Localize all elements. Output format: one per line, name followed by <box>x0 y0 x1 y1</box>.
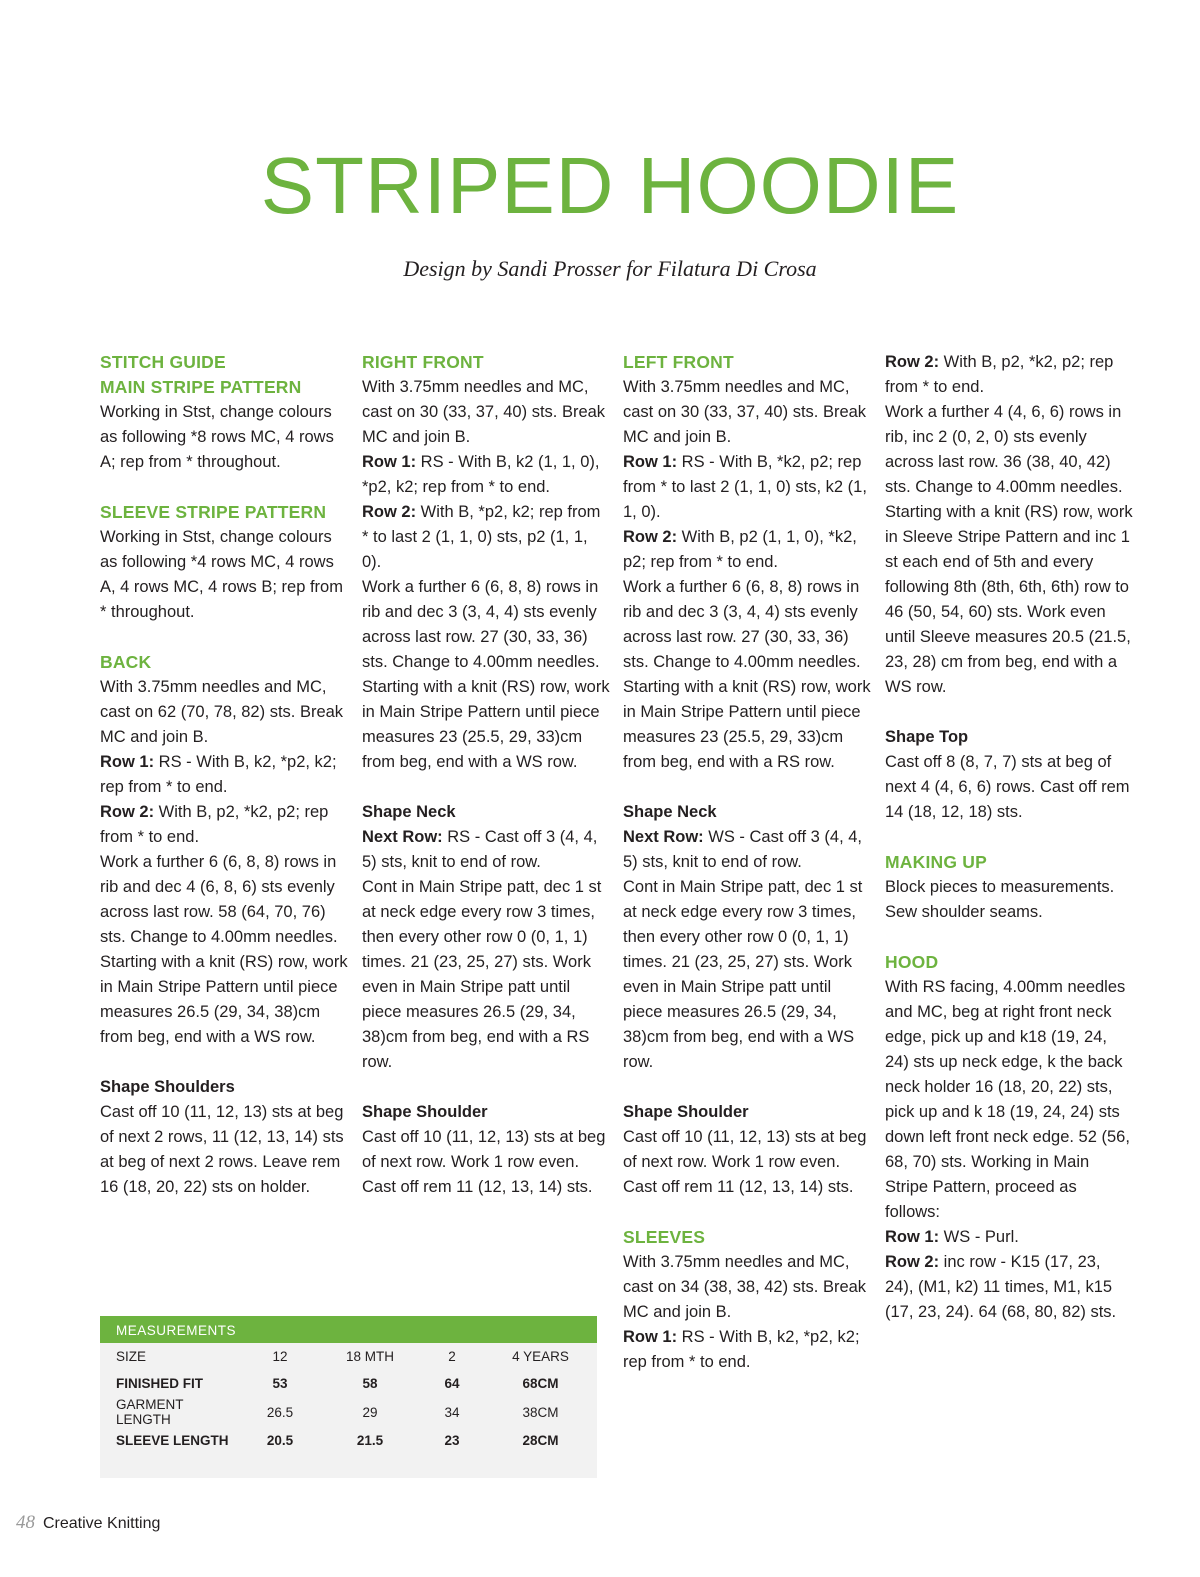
sleeves-heading: SLEEVES <box>623 1227 706 1247</box>
row-text: RS - With B, k2, *p2, k2; rep from * to end. <box>100 753 337 796</box>
row-text: WS - Cast off 3 (4, 4, 5) sts, knit to end of row. <box>623 828 863 871</box>
row-label: Row 2: <box>362 503 417 521</box>
row-label: Next Row: <box>362 828 443 846</box>
shape-shoulder-text: Cast off 10 (11, 12, 13) sts at beg of next row. Work 1 row even. Cast off rem 11 (12, 13, 14) sts. <box>623 1128 867 1196</box>
making-up-heading: MAKING UP <box>885 852 987 872</box>
measurements-heading: MEASUREMENTS <box>100 1316 597 1343</box>
table-row <box>100 1427 597 1454</box>
table-cell: 20.5 <box>266 1433 294 1448</box>
column-3 <box>623 350 871 1375</box>
right-front-cast-on: With 3.75mm needles and MC, cast on 30 (33, 37, 40) sts. Break MC and join B. <box>362 378 606 446</box>
table-cell: 12 <box>272 1349 288 1364</box>
sleeves-cast-on: With 3.75mm needles and MC, cast on 34 (38, 38, 42) sts. Break MC and join B. <box>623 1253 867 1321</box>
row-label: Row 1: <box>623 1328 678 1346</box>
designer-credit: Design by Sandi Prosser for Filatura Di Crosa <box>403 256 817 281</box>
table-cell: GARMENT LENGTH <box>116 1397 184 1427</box>
row-label: Row 1: <box>362 453 417 471</box>
right-front-row-2 <box>362 500 610 575</box>
publication-name: Creative Knitting <box>43 1515 161 1532</box>
row-text: With B, p2, *k2, p2; rep from * to end. <box>885 353 1114 396</box>
sleeves-row-2 <box>885 350 1133 400</box>
measurements-grid <box>100 1343 597 1454</box>
right-front-heading: RIGHT FRONT <box>362 352 484 372</box>
table-cell: 53 <box>272 1376 288 1391</box>
left-front-cast-on: With 3.75mm needles and MC, cast on 30 (33, 37, 40) sts. Break MC and join B. <box>623 378 867 446</box>
shape-shoulder-heading: Shape Shoulder <box>623 1103 749 1121</box>
shape-neck-next-row <box>623 825 871 875</box>
shape-top-text: Cast off 8 (8, 7, 7) sts at beg of next 4 (4, 6, 6) rows. Cast off rem 14 (18, 12, 18) sts. <box>885 753 1130 821</box>
table-cell: 64 <box>444 1376 460 1391</box>
shape-top-heading: Shape Top <box>885 728 969 746</box>
table-cell: 34 <box>444 1404 460 1420</box>
table-cell: SLEEVE LENGTH <box>116 1433 229 1448</box>
right-front-text: Work a further 6 (6, 8, 8) rows in rib and dec 3 (3, 4, 4) sts evenly across last row. 27 (30, 33, 36) sts. Change to 4.00mm needles. Starting with a knit (RS) row, work in Main Stripe Pattern until piece measures 23 (25.5, 29, 33)cm from beg, end with a WS row. <box>362 578 610 771</box>
table-cell: 18 MTH <box>345 1349 394 1364</box>
shape-neck-text: Cont in Main Stripe patt, dec 1 st at neck edge every row 3 times, then every other row 0 (0, 1, 1) times. 21 (23, 25, 27) sts. Work even in Main Stripe patt until piece measures 26.5 (29, 34, 38)cm from beg, end with a WS row. <box>623 878 863 1071</box>
shape-shoulders-text: Cast off 10 (11, 12, 13) sts at beg of next 2 rows, 11 (12, 13, 14) sts at beg of next 2 rows. Leave rem 16 (18, 20, 22) sts on holder. <box>100 1103 344 1196</box>
table-cell: 58 <box>362 1376 378 1391</box>
row-text: WS - Purl. <box>939 1228 1019 1246</box>
hood-row-1 <box>885 1225 1133 1250</box>
back-row-2 <box>100 800 348 850</box>
page-number: 48 <box>16 1512 35 1533</box>
sleeve-stripe-text: Working in Stst, change colours as following *4 rows MC, 4 rows A, 4 rows MC, 4 rows B; rep from * throughout. <box>100 528 343 621</box>
shape-shoulders-heading: Shape Shoulders <box>100 1078 235 1096</box>
row-label: Row 2: <box>623 528 678 546</box>
right-front-row-1 <box>362 450 610 500</box>
hood-text: With RS facing, 4.00mm needles and MC, beg at right front neck edge, pick up and k18 (19, 24, 24) sts up neck edge, k the back neck holder 16 (18, 20, 22) sts, pick up and k 18 (19, 24, 24) sts down left front neck edge. 52 (56, 68, 70) sts. Working in Main Stripe Pattern, proceed as follows: <box>885 978 1130 1221</box>
table-cell: FINISHED FIT <box>116 1376 203 1391</box>
sleeves-rib-text: Work a further 4 (4, 6, 6) rows in rib, inc 2 (0, 2, 0) sts evenly across last row. 36 (38, 40, 42) sts. Change to 4.00mm needles. Starting with a knit (RS) row, work in Sleeve Stripe Pattern and inc 1 st each end of 5th and every following 8th (8th, 6th, 6th) row to 46 (50, 54, 60) sts. Work even until Sleeve measures 20.5 (21.5, 23, 28) cm from beg, end with a WS row. <box>885 403 1133 696</box>
table-cell: 38CM <box>522 1404 559 1420</box>
row-label: Row 1: <box>100 753 155 771</box>
main-stripe-heading: MAIN STRIPE PATTERN <box>100 377 302 397</box>
row-text: With B, p2 (1, 1, 0), *k2, p2; rep from * to end. <box>623 528 857 571</box>
making-up-text: Block pieces to measurements. Sew shoulder seams. <box>885 878 1115 921</box>
row-label: Row 1: <box>623 453 678 471</box>
hood-row-2 <box>885 1250 1133 1325</box>
shape-neck-next-row <box>362 825 610 875</box>
row-text: inc row - K15 (17, 23, 24), (M1, k2) 11 times, M1, k15 (17, 23, 24). 64 (68, 80, 82) sts. <box>885 1253 1117 1321</box>
sleeves-row-1 <box>623 1325 871 1375</box>
row-label: Row 2: <box>100 803 155 821</box>
table-cell: 23 <box>444 1433 460 1448</box>
left-front-row-1 <box>623 450 871 525</box>
table-cell: 26.5 <box>266 1404 294 1420</box>
back-row-1 <box>100 750 348 800</box>
table-cell: 21.5 <box>356 1433 384 1448</box>
table-cell: 4 YEARS <box>512 1349 569 1364</box>
table-row <box>100 1370 597 1397</box>
sleeve-stripe-heading: SLEEVE STRIPE PATTERN <box>100 502 327 522</box>
left-front-text: Work a further 6 (6, 8, 8) rows in rib and dec 3 (3, 4, 4) sts evenly across last row. 27 (30, 33, 36) sts. Change to 4.00mm needles. Starting with a knit (RS) row, work in Main Stripe Pattern until piece measures 23 (25.5, 29, 33)cm from beg, end with a RS row. <box>623 578 871 771</box>
row-label: Next Row: <box>623 828 704 846</box>
main-stripe-text: Working in Stst, change colours as following *8 rows MC, 4 rows A; rep from * throughout. <box>100 403 334 471</box>
row-text: RS - Cast off 3 (4, 4, 5) sts, knit to end of row. <box>362 828 598 871</box>
back-cast-on: With 3.75mm needles and MC, cast on 62 (70, 78, 82) sts. Break MC and join B. <box>100 678 344 746</box>
row-label: Row 2: <box>885 1253 940 1271</box>
left-front-row-2 <box>623 525 871 575</box>
shape-shoulder-heading: Shape Shoulder <box>362 1103 488 1121</box>
table-row <box>100 1397 597 1427</box>
row-label: Row 1: <box>885 1228 940 1246</box>
left-front-heading: LEFT FRONT <box>623 352 734 372</box>
measurements-table <box>100 1316 597 1478</box>
row-text: With B, p2, *k2, p2; rep from * to end. <box>100 803 329 846</box>
row-text: RS - With B, *k2, p2; rep from * to last 2 (1, 1, 0) sts, k2 (1, 1, 0). <box>623 453 867 521</box>
column-1 <box>100 350 348 1200</box>
table-row <box>100 1343 597 1370</box>
table-cell: 28CM <box>522 1433 559 1448</box>
shape-neck-heading: Shape Neck <box>362 803 456 821</box>
column-2 <box>362 350 610 1200</box>
row-text: RS - With B, k2, *p2, k2; rep from * to end. <box>623 1328 860 1371</box>
shape-neck-text: Cont in Main Stripe patt, dec 1 st at neck edge every row 3 times, then every other row 0 (0, 1, 1) times. 21 (23, 25, 27) sts. Work even in Main Stripe patt until piece measures 26.5 (29, 34, 38)cm from beg, end with a RS row. <box>362 878 602 1071</box>
back-text: Work a further 6 (6, 8, 8) rows in rib and dec 4 (6, 8, 6) sts evenly across last row. 58 (64, 70, 76) sts. Change to 4.00mm needles. Starting with a knit (RS) row, work in Main Stripe Pattern until piece measures 26.5 (29, 34, 38)cm from beg, end with a WS row. <box>100 853 348 1046</box>
shape-shoulder-text: Cast off 10 (11, 12, 13) sts at beg of next row. Work 1 row even. Cast off rem 11 (12, 13, 14) sts. <box>362 1128 606 1196</box>
table-cell: SIZE <box>116 1349 147 1364</box>
column-4 <box>885 350 1133 1325</box>
page-title: STRIPED HOODIE <box>260 141 960 230</box>
row-text: With B, *p2, k2; rep from * to last 2 (1, 1, 0) sts, p2 (1, 1, 0). <box>362 503 601 571</box>
row-label: Row 2: <box>885 353 940 371</box>
table-cell: 29 <box>362 1404 378 1420</box>
page-footer <box>16 1511 160 1536</box>
shape-neck-heading: Shape Neck <box>623 803 717 821</box>
row-text: RS - With B, k2 (1, 1, 0), *p2, k2; rep from * to end. <box>362 453 600 496</box>
table-cell: 68CM <box>522 1376 559 1391</box>
back-heading: BACK <box>100 652 152 672</box>
stitch-guide-heading: STITCH GUIDE <box>100 352 226 372</box>
table-cell: 2 <box>448 1349 456 1364</box>
hood-heading: HOOD <box>885 952 939 972</box>
